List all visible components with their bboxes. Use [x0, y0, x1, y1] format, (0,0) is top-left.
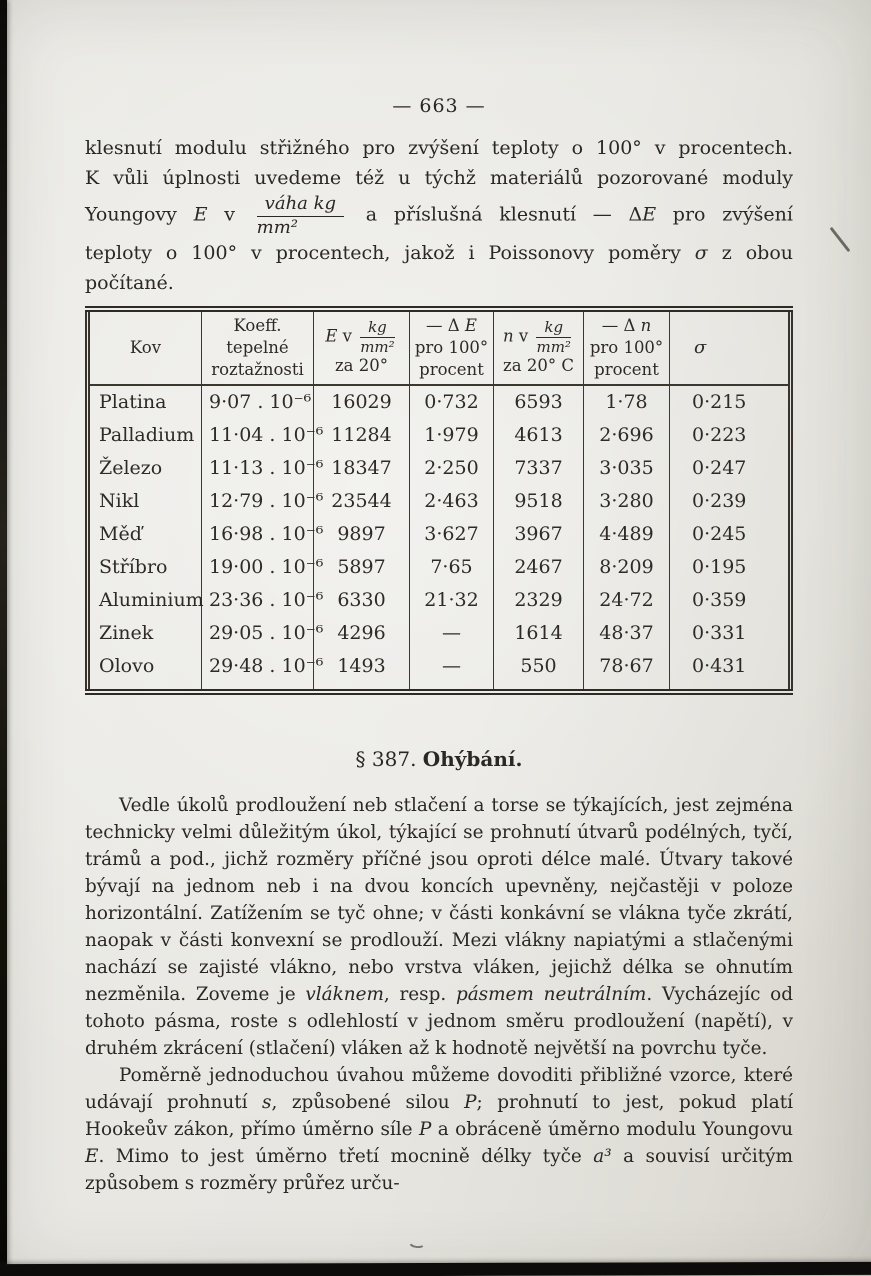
- value-cell: 0·239: [670, 484, 791, 517]
- text-line: [85, 133, 793, 163]
- header-formula: [586, 315, 667, 337]
- metal-name-cell: Železo: [99, 456, 163, 479]
- header-text: za 20°: [334, 356, 389, 376]
- value-cell: 4·489: [584, 517, 670, 550]
- value-cell: 1·78: [584, 385, 670, 418]
- value-cell: 0·245: [670, 517, 791, 550]
- header-shear-modulus: [494, 309, 584, 385]
- value-cell: 24·72: [584, 583, 670, 616]
- metal-name-cell: Měď: [99, 522, 142, 545]
- table-row: [88, 385, 791, 418]
- text-run: E: [193, 203, 208, 226]
- value-cell: 0·359: [670, 583, 791, 616]
- spacer-cell: [410, 682, 494, 692]
- text-run: n: [640, 316, 652, 336]
- scan-artifact-diagonal: [830, 227, 851, 252]
- value-cell: 9897: [314, 517, 410, 550]
- header-text: roztažnosti: [211, 359, 304, 379]
- value-cell: 11·04 . 10⁻⁶: [202, 418, 314, 451]
- text-run: Ohýbání.: [422, 747, 523, 771]
- spacer-cell: [494, 682, 584, 692]
- value-cell: 16029: [314, 385, 410, 418]
- value-cell: —: [410, 649, 494, 682]
- sigma-symbol: σ: [694, 337, 707, 359]
- metal-name-cell: Stříbro: [99, 555, 168, 578]
- value-cell: 3967: [494, 517, 584, 550]
- value-cell: —: [410, 616, 494, 649]
- table-row: [88, 517, 791, 550]
- scan-edge-bottom: [0, 1262, 871, 1276]
- text-run: E: [642, 203, 657, 226]
- text-run: ; prohnutí to jest, pokud platí Hookeův zákon, přímo úměrno síle: [85, 1092, 793, 1140]
- table-row: [88, 649, 791, 682]
- spacer-cell: [88, 682, 202, 692]
- table-row: [88, 583, 791, 616]
- table-spacer-row: [88, 682, 791, 692]
- value-cell: 3·035: [584, 451, 670, 484]
- table-body: [88, 385, 791, 682]
- text-run: pro zvýšení: [656, 203, 793, 226]
- metal-name-cell: Platina: [99, 391, 167, 413]
- text-run: § 387.: [355, 747, 423, 771]
- value-cell: 19·00 . 10⁻⁶: [202, 550, 314, 583]
- text-run: E: [325, 326, 343, 346]
- table-row: [88, 616, 791, 649]
- header-text: procent: [594, 359, 659, 379]
- text-line: [85, 193, 793, 238]
- text-run: teploty o 100° v procentech, jakož i Poissonovy poměry: [85, 241, 695, 264]
- header-youngs-modulus: [314, 309, 410, 385]
- value-cell: 0·247: [670, 451, 791, 484]
- spacer-cell: [584, 682, 670, 692]
- elastic-moduli-table: [85, 306, 793, 695]
- value-cell: 0·732: [410, 385, 494, 418]
- fraction: $\frac{\text{váha kg}}{\text{mm²}}$: [257, 193, 344, 238]
- value-cell: 0·223: [670, 418, 791, 451]
- value-cell: 4296: [314, 616, 410, 649]
- text-run: klesnutí modulu střižného pro zvýšení teploty o 100° v procentech.: [85, 137, 793, 159]
- text-run: σ: [694, 241, 708, 264]
- value-cell: 12·79 . 10⁻⁶: [202, 484, 314, 517]
- metal-name-cell: Aluminium: [99, 588, 204, 611]
- body-text: [85, 792, 793, 1197]
- table-section: [85, 306, 793, 695]
- value-cell: 1493: [314, 649, 410, 682]
- value-cell: 0·195: [670, 550, 791, 583]
- value-cell: 0·215: [670, 385, 791, 418]
- value-cell: 11·13 . 10⁻⁶: [202, 451, 314, 484]
- value-cell: 18347: [314, 451, 410, 484]
- value-cell: 23544: [314, 484, 410, 517]
- table-row: [88, 451, 791, 484]
- fraction: $\frac{kg}{\text{mm²}}$: [536, 318, 571, 356]
- value-cell: 6593: [494, 385, 584, 418]
- header-delta-n: [584, 309, 670, 385]
- value-cell: 78·67: [584, 649, 670, 682]
- text-run: z obou: [707, 241, 793, 264]
- text-run: — Δ: [601, 316, 641, 336]
- section-heading: [85, 747, 793, 771]
- value-cell: 2329: [494, 583, 584, 616]
- header-text: procent: [419, 359, 484, 379]
- value-cell: 48·37: [584, 616, 670, 649]
- value-cell: 2·696: [584, 418, 670, 451]
- text-run: v: [518, 326, 534, 346]
- spacer-cell: [314, 682, 410, 692]
- text-run: n: [503, 326, 519, 346]
- value-cell: 4613: [494, 418, 584, 451]
- value-cell: 9·07 . 10⁻⁶: [202, 385, 314, 418]
- text-run: . Mimo to jest úměrno třetí mocnině délky tyče: [98, 1146, 594, 1167]
- table-header-row: [88, 309, 791, 385]
- header-formula: [496, 319, 581, 355]
- value-cell: 550: [494, 649, 584, 682]
- value-cell: 8·209: [584, 550, 670, 583]
- scan-artifact-curve: [407, 1235, 426, 1249]
- value-cell: 11284: [314, 418, 410, 451]
- table-row: [88, 484, 791, 517]
- fraction: $\frac{kg}{\text{mm²}}$: [360, 318, 395, 356]
- spacer-cell: [202, 682, 314, 692]
- header-sigma: [670, 309, 791, 385]
- text-run: E: [85, 1146, 99, 1167]
- value-cell: 16·98 . 10⁻⁶: [202, 517, 314, 550]
- header-delta-e: [410, 309, 494, 385]
- value-cell: 3·280: [584, 484, 670, 517]
- text-run: , způsobené silou: [271, 1092, 465, 1113]
- value-cell: 2467: [494, 550, 584, 583]
- value-cell: 2·250: [410, 451, 494, 484]
- table-row: [88, 418, 791, 451]
- value-cell: 2·463: [410, 484, 494, 517]
- value-cell: 7337: [494, 451, 584, 484]
- header-formula: [412, 315, 491, 337]
- text-run: Youngovy: [85, 203, 194, 226]
- header-thermal-expansion: [202, 309, 314, 385]
- value-cell: 29·05 . 10⁻⁶: [202, 616, 314, 649]
- text-run: E: [464, 316, 477, 336]
- metal-name-cell: Nikl: [99, 489, 140, 512]
- text-line: [85, 268, 793, 298]
- value-cell: 9518: [494, 484, 584, 517]
- text-run: pásmem neutrálním: [455, 984, 647, 1005]
- text-run: a příslušná klesnutí — Δ: [349, 203, 643, 226]
- text-run: počítané.: [85, 271, 174, 294]
- text-run: vláknem: [305, 984, 384, 1005]
- header-text: Koeff. tepelné: [226, 316, 289, 358]
- text-run: Vedle úkolů prodloužení neb stlačení a torse se týkajících, jest zejména technicky velmi důležitým úkol, týkající se prohnutí útvarů podélných, tyčí, trámů a pod., jichž rozměry příčné jsou oproti délce malé. Útvary takové bývají na jednom neb i na dvou koncích upevněny, nejčastěji v poloze horizontální. Zatížením se tyč ohne; v části konkávní se vlákna tyče zkrátí, naopak v části konvexní se prodlouží. Mezi vlákny napiatými a stlačenými nachází se zajisté vlákno, nebo vrstva vláken, jejichž délka se ohnutím nezměnila. Zoveme je: [85, 795, 793, 1005]
- intro-paragraph: [85, 133, 793, 298]
- value-cell: 6330: [314, 583, 410, 616]
- page-number: — 663 —: [392, 95, 486, 117]
- spacer-cell: [670, 682, 791, 692]
- text-run: v: [207, 203, 252, 226]
- paragraph-bending-intro: [85, 792, 793, 1062]
- metal-name-cell: Olovo: [99, 654, 155, 677]
- text-run: Poměrně jednoduchou úvahou můžeme dovoditi přibližné vzorce, které udávají prohnutí: [85, 1065, 793, 1113]
- text-run: . Vycházejíc od tohoto pásma, roste s odlehlostí v jednom směru prodloužení (napětí), v druhém zkrácení (stlačení) vláken až k hodnotě největší na povrchu tyče.: [85, 984, 794, 1059]
- value-cell: 7·65: [410, 550, 494, 583]
- value-cell: 23·36 . 10⁻⁶: [202, 583, 314, 616]
- text-run: , resp.: [383, 984, 456, 1005]
- header-text: za 20° C: [503, 356, 574, 376]
- scan-edge-left: [0, 0, 7, 1276]
- text-run: P: [418, 1119, 432, 1140]
- text-run: s: [262, 1092, 272, 1113]
- value-cell: 1·979: [410, 418, 494, 451]
- table-row: [88, 550, 791, 583]
- paragraph-deflection-formula: [85, 1062, 793, 1197]
- header-metal: [88, 309, 202, 385]
- value-cell: 3·627: [410, 517, 494, 550]
- value-cell: 0·431: [670, 649, 791, 682]
- header-text: Kov: [129, 338, 162, 358]
- metal-name-cell: Palladium: [99, 423, 195, 446]
- text-run: — Δ: [426, 316, 465, 336]
- value-cell: 21·32: [410, 583, 494, 616]
- value-cell: 1614: [494, 616, 584, 649]
- text-run: K vůli úplnosti uvedeme též u týchž materiálů pozorované moduly: [85, 167, 793, 189]
- text-run: a souvisí určitým způsobem s rozměry průřez urču-: [85, 1146, 793, 1194]
- text-line: [85, 238, 793, 268]
- value-cell: 29·48 . 10⁻⁶: [202, 649, 314, 682]
- header-formula: [316, 319, 407, 355]
- text-run: v: [342, 326, 358, 346]
- text-run: a obráceně úměrno modulu Youngovu: [431, 1119, 793, 1140]
- value-cell: 5897: [314, 550, 410, 583]
- header-text: pro 100°: [589, 338, 664, 358]
- text-run: P: [464, 1092, 477, 1113]
- value-cell: 0·331: [670, 616, 791, 649]
- metal-name-cell: Zinek: [99, 621, 154, 644]
- header-text: pro 100°: [414, 338, 489, 358]
- text-run: a³: [593, 1146, 612, 1167]
- text-line: [85, 163, 793, 193]
